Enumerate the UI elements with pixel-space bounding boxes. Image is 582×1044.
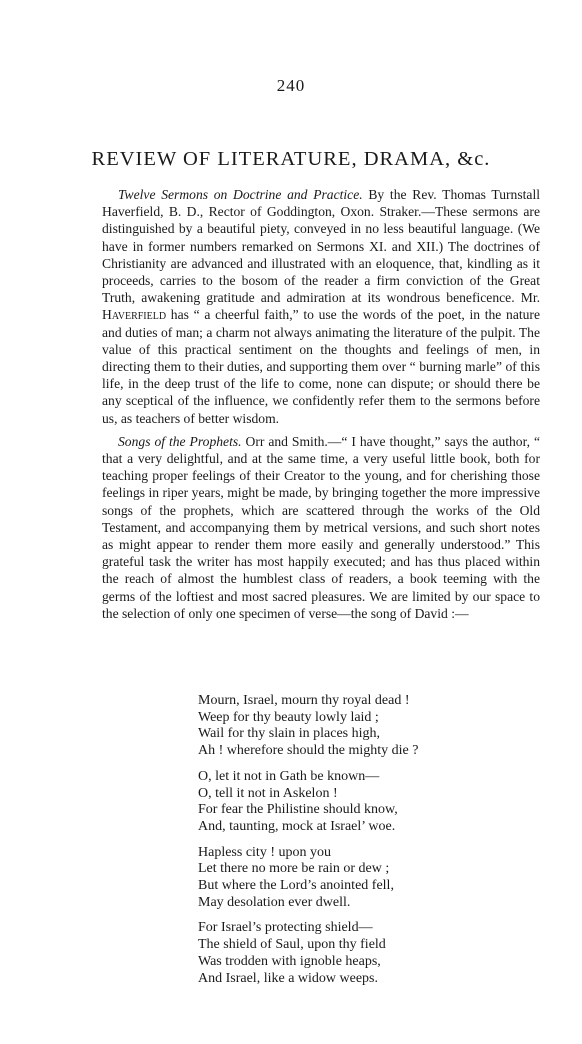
poem-stanza	[198, 845, 498, 912]
page-number: 240	[276, 76, 306, 95]
review-title-songs: Songs of the Prophets.	[118, 433, 242, 449]
review-text-sermons-part2: has “ a cheerful faith,” to use the words of the poet, in the nature and duties of man; a charm not always animating the literature of the pulpit. The value of this practical sentiment on the thoughts and feelings of men, in directing them to their duties, and supporting them over “ burning marle” of this life, in the deep trust of the life to come, none can dispute; or should there be any sceptical of the influence, we confidently refer them to the sermons before us, as teachers of better wisdom.	[102, 307, 540, 426]
poem-line: But where the Lord’s anointed fell,	[198, 878, 394, 894]
poem-line: And, taunting, mock at Israel’ woe.	[198, 818, 396, 834]
poem-line: Weep for thy beauty lowly laid ;	[198, 709, 379, 725]
poem	[198, 693, 498, 996]
body-text	[102, 186, 540, 628]
poem-line: For fear the Philistine should know,	[198, 802, 398, 818]
poem-line: Let there no more be rain or dew ;	[198, 861, 390, 877]
poem-stanza	[198, 920, 498, 987]
review-paragraph-songs	[102, 433, 540, 622]
poem-line: Mourn, Israel, mourn thy royal dead !	[198, 693, 410, 708]
poem-stanza	[198, 693, 498, 760]
poem-line: And Israel, like a widow weeps.	[198, 970, 379, 986]
poem-line: The shield of Saul, upon thy field	[198, 937, 386, 953]
review-title-sermons: Twelve Sermons on Doctrine and Practice.	[118, 187, 363, 202]
poem-line: O, tell it not in Askelon !	[198, 785, 338, 801]
poem-line: O, let it not in Gath be known—	[198, 768, 380, 784]
poem-line: Wail for thy slain in places high,	[198, 726, 380, 742]
poem-line: May desolation ever dwell.	[198, 894, 351, 910]
review-text-sermons-part1: By the Rev. Thomas Turnstall Haverfield, B. D., Rector of Goddington, Oxon. Straker.—These sermons are distinguished by a beautiful piety, conveyed in no less beautiful language. (We have in former numbers remarked on Sermons XI. and XII.) The doctrines of Christianity are advanced and illustrated with an eloquence, that, kindling as it proceeds, carries to the bosom of the reader a firm conviction of the Great Truth, awakening gratitude and admiration at its wondrous beneficence. Mr.	[102, 187, 540, 306]
poem-line: Was trodden with ignoble heaps,	[198, 953, 381, 969]
author-name: Haverfield	[102, 307, 167, 323]
review-text-songs: Orr and Smith.—“ I have thought,” says the author, “ that a very delightful, and at the same time, a very useful little book, both for teaching proper feelings of their Creator to the young, and for cherishing those feelings in riper years, might be made, by bringing together the more impressive songs of the prophets, which are scattered through the works of the Old Testament, and accompanying them by metrical versions, and such short notes as might appear to render them more easily and generally understood.” This grateful task the writer has most happily executed; and has thus placed within the reach of almost the humblest class of readers, a book teeming with the germs of the loftiest and most sacred pleasures. We are limited by our space to the selection of only one specimen of verse—the song of David :—	[102, 433, 540, 621]
poem-line: Hapless city ! upon you	[198, 844, 331, 860]
poem-stanza	[198, 769, 498, 836]
poem-line: For Israel’s protecting shield—	[198, 920, 373, 936]
section-heading: REVIEW OF LITERATURE, DRAMA, &c.	[91, 148, 491, 170]
poem-line: Ah ! wherefore should the mighty die ?	[198, 743, 419, 759]
review-paragraph-sermons	[102, 186, 540, 427]
